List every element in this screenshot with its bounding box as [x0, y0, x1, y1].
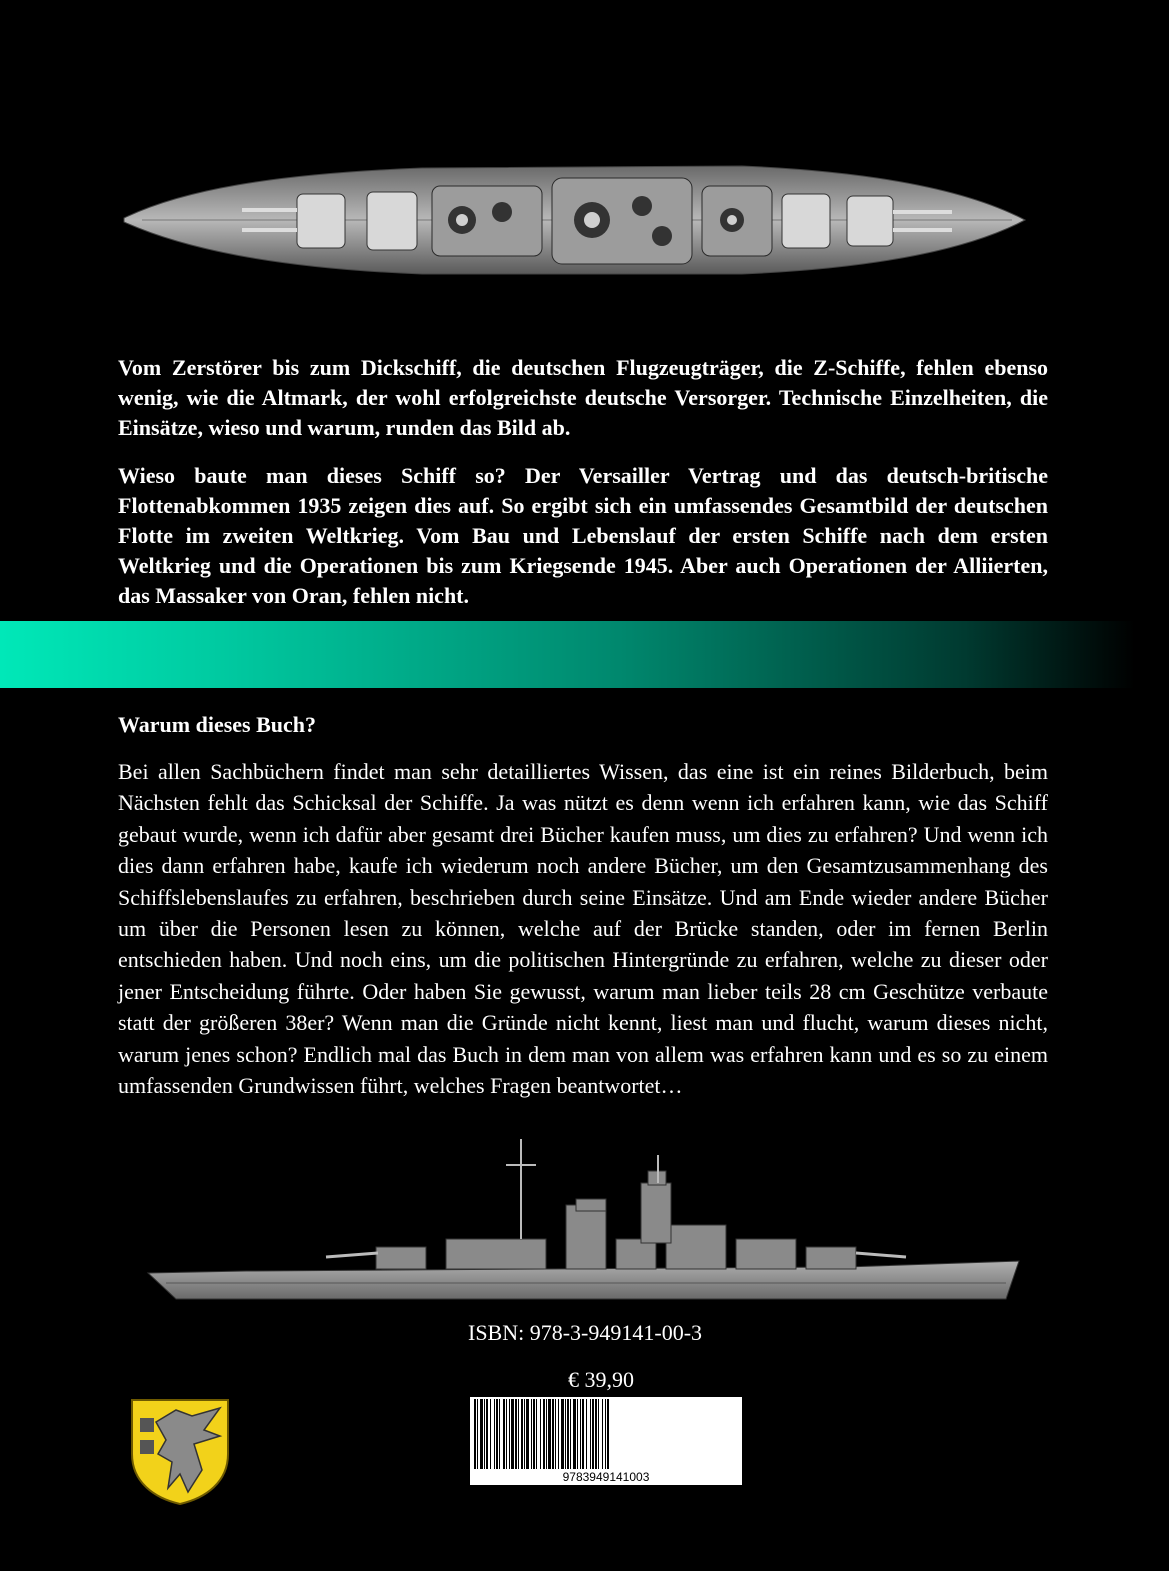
ship-side-view-image: [146, 1135, 1021, 1303]
description-paragraph-2: Wieso baute man dieses Schiff so? Der Versailler Vertrag und das deutsch-britische Flottenabkommen 1935 zeigen dies auf. So ergibt sich ein umfassendes Gesamtbild der deutschen Flotte im zweiten Weltkrieg. Vom Bau und Lebenslauf der ersten Schiffe nach dem ersten Weltkrieg und die Operationen bis zum Kriegsende 1945. Aber auch Operationen der Alliierten, das Massaker von Oran, fehlen nicht.: [118, 463, 1048, 608]
barcode: [470, 1397, 742, 1485]
price-text: € 39,90: [568, 1367, 634, 1392]
description-paragraph-1: Vom Zerstörer bis zum Dickschiff, die deutschen Flugzeugträger, die Z-Schiffe, fehlen ebenso wenig, wie die Altmark, der wohl erfolgreichste deutsche Versorger. Technische Einzelheiten, die Einsätze, wieso und warum, runden das Bild ab.: [118, 355, 1048, 440]
why-section-heading: Warum dieses Buch?: [118, 712, 317, 737]
teal-divider-band: [0, 621, 1135, 688]
why-section-body: Bei allen Sachbüchern findet man sehr detailliertes Wissen, das eine ist ein reines Bilderbuch, beim Nächsten fehlt das Schicksal der Schiffe. Ja was nützt es denn wenn ich erfahren kann, wie das Schiff gebaut wurde, wenn ich dafür aber gesamt drei Bücher kaufen muss, um dies zu erfahren? Und wenn ich dies dann erfahren habe, kaufe ich wiederum noch andere Bücher, um den Gesamtzusammenhang des Schiffslebenslaufes zu erfahren, beschrieben durch seine Einsätze. Und am Ende wieder andere Bücher um über die Personen lesen zu können, welche auf der Brücke standen, oder im fernen Berlin entschieden haben. Und noch eins, um die politischen Hintergründe zu erfahren, welche zu dieser oder jener Entscheidung führte. Oder haben Sie gewusst, warum man lieber teils 28 cm Geschütze verbaute statt der größeren 38er? Wenn man die Gründe nicht kennt, liest man und flucht, warum dieses nicht, warum jenes schon? Endlich mal das Buch in dem man von allem was erfahren kann und es so zu einem umfassenden Grundwissen führt, welches Fragen beantwortet…: [118, 759, 1048, 1099]
barcode-bars: [470, 1397, 742, 1469]
barcode-number: 9783949141003: [470, 1469, 742, 1485]
coat-of-arms-logo: [128, 1396, 232, 1506]
ship-top-view-image: [122, 150, 1027, 290]
isbn-text: ISBN: 978-3-949141-00-3: [468, 1320, 703, 1345]
